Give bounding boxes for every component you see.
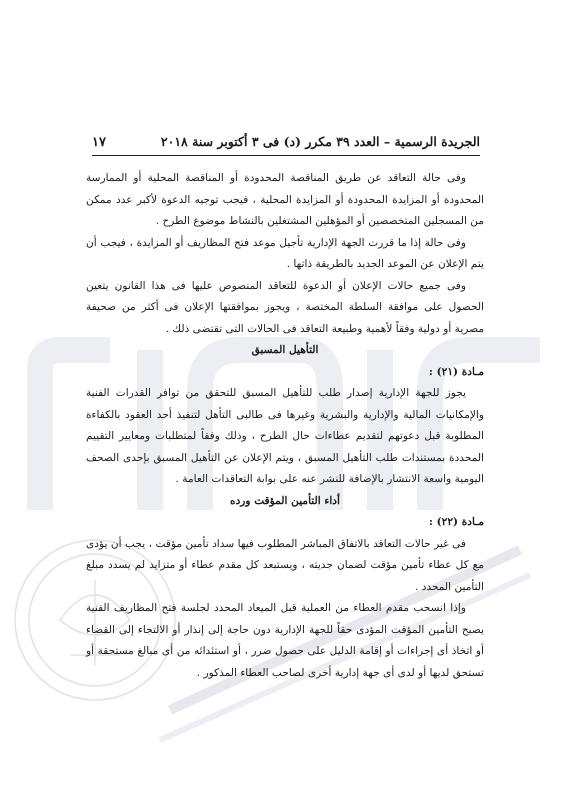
page-number: ١٧ — [92, 135, 106, 150]
paragraph: وفى حالة إذا ما قررت الجهة الإدارية تأجيل موعد فتح المظاريف أو المزايدة ، فيجب أن يتم الإعلان عن الموعد الجديد بالطريقة ذاتها . — [86, 236, 484, 270]
page-header — [92, 134, 480, 150]
header-divider — [92, 155, 480, 156]
document-body — [86, 168, 484, 684]
article-21-label: مـادة (٢١) : — [429, 365, 484, 378]
paragraph: وفى جميع حالات الإعلان أو الدعوة للتعاقد المنصوص عليها فى هذا القانون يتعين الحصول على موافقة السلطة المختصة ، ويجوز بموافقتها الإعلان فى أكثر من صحيفة مصرية أو دولية وفقاً لأهمية وطبيعة التعاقد فى الحالات التى تقتضى ذلك . — [86, 279, 484, 335]
article-21-text: يجوز للجهة الإدارية إصدار طلب للتأهيل المسبق للتحقق من توافر القدرات الفنية والإمكانيات المالية والإدارية والبشرية وغيرها فى طالبى التأهل لتنفيذ أحد العقود بالكفاءة المطلوبة قبل دعوتهم لتقديم عطاءات حال الطرح ، وذلك وفقاً لمتطلبات ومعايير التقييم المحددة بمستندات طلب التأهيل المسبق ، ويتم الإعلان عن التأهيل المسبق بإحدى الصحف اليومية واسعة الانتشار بالإضافة للنشر عنه على بوابة التعاقدات العامة . — [86, 387, 484, 485]
section-heading-prequalification: التأهيل المسبق — [251, 344, 319, 356]
header-title: الجريدة الرسمية – العدد ٣٩ مكرر (د) فى ٣ أكتوبر سنة ٢٠١٨ — [160, 134, 480, 149]
article-22-label: مـادة (٢٢) : — [429, 516, 484, 528]
article-22-paragraph-2: وإذا انسحب مقدم العطاء من العملية قبل الميعاد المحدد لجلسة فتح المظاريف الفنية يصبح التأمين المؤقت المؤدى حقاً للجهة الإدارية دون حاجة إلى إنذار أو الالتجاء إلى القضاء أو اتخاذ أى إجراءات أو إقامة الدليل على حصول ضرر ، أو استئدائه من أى مبالغ مستحقة أو تستحق لديها أو لدى أى جهة إدارية أخرى لصاحب العطاء المذكور . — [86, 602, 484, 679]
article-22-paragraph-1: فى غير حالات التعاقد بالاتفاق المباشر المطلوب فيها سداد تأمين مؤقت ، يجب أن يؤدى مع كل عطاء تأمين مؤقت لضمان جديته ، ويستبعد كل مقدم عطاء أو متزايد لم يسدد مبلغ التأمين المحدد . — [86, 537, 484, 593]
paragraph: وفى حالة التعاقد عن طريق المناقصة المحدودة أو المناقصة المحلية أو الممارسة المحدودة أو المزايدة المحدودة أو المزايدة المحلية ، فيجب توجيه الدعوة لأكبر عدد ممكن من المسجلين المتخصصين أو المؤهلين المشتغلين بالنشاط موضوع الطرح . — [86, 172, 484, 227]
section-heading-temporary-insurance: أداء التأمين المؤقت ورده — [230, 494, 340, 507]
